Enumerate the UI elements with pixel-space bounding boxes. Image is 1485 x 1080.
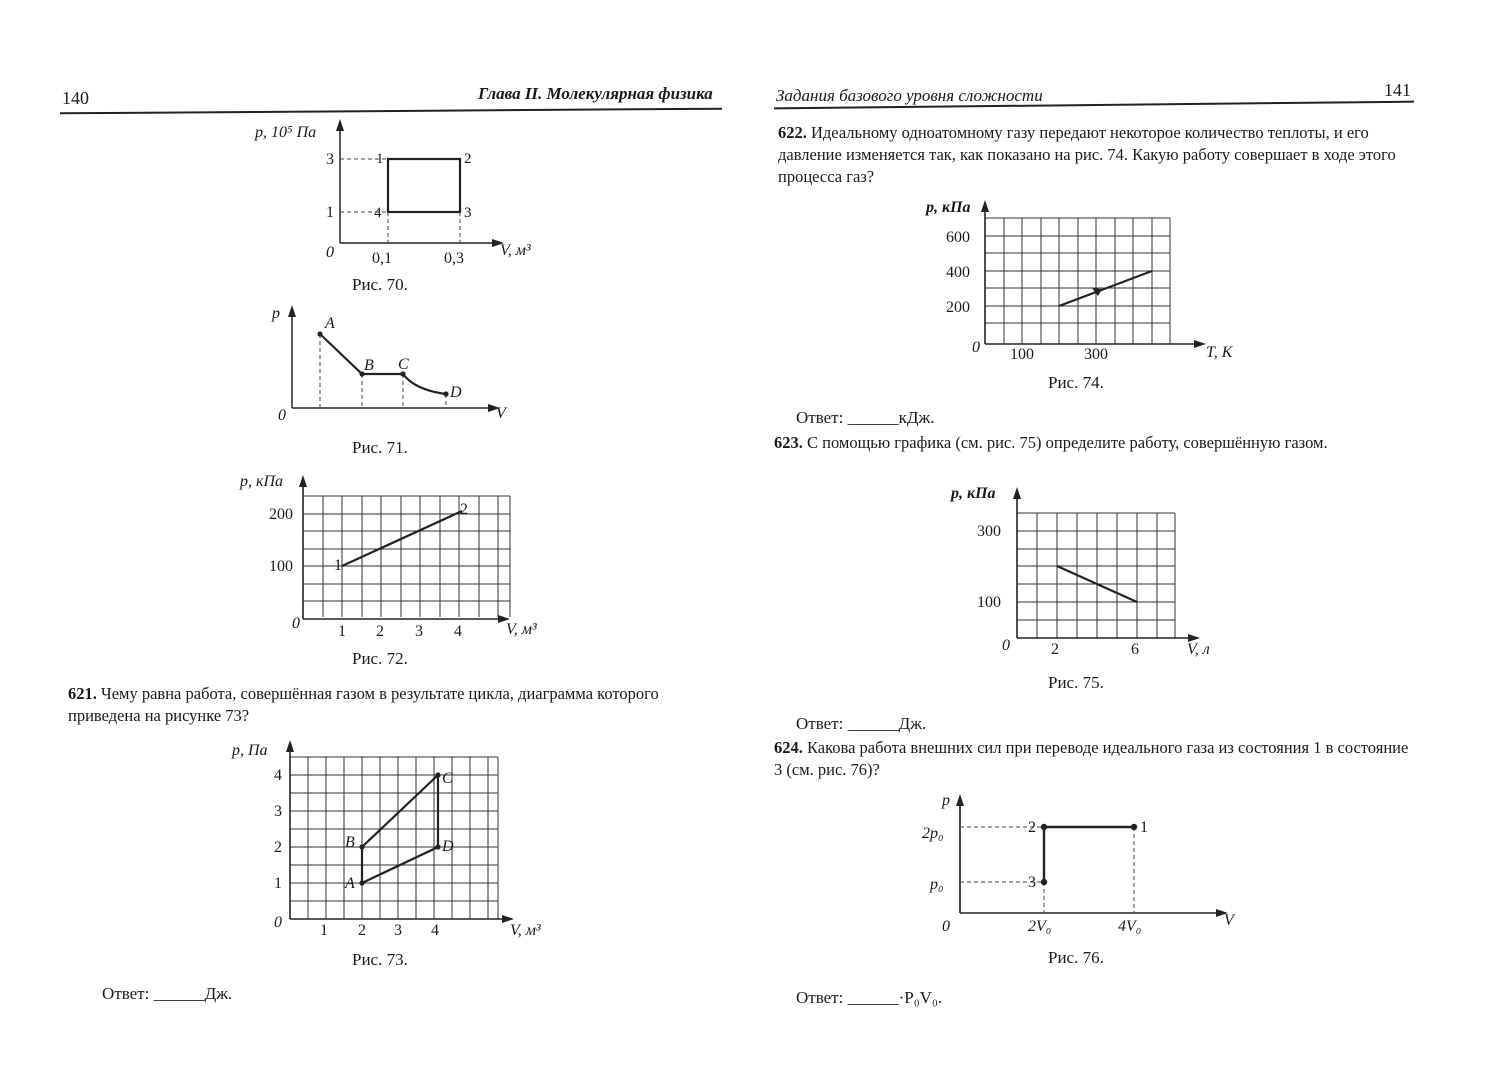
- x-tick-label: 2V₀: [1028, 918, 1052, 935]
- x-tick-label: 4: [454, 623, 462, 640]
- y-axis-label: p, кПа: [951, 485, 996, 502]
- answer-prefix: Ответ:: [796, 714, 844, 733]
- y-axis-arrow: [286, 740, 294, 752]
- x-tick-label: 1: [320, 922, 328, 939]
- y-tick-label: 200: [946, 299, 970, 316]
- y-axis-label: p: [942, 792, 950, 809]
- answer-unit: ·P₀V₀.: [898, 988, 943, 1007]
- answer-622: [796, 408, 934, 428]
- point-label: 2: [460, 501, 468, 518]
- y-tick-label: 200: [269, 506, 293, 523]
- task-number: 622.: [778, 123, 807, 142]
- x-tick-label: 300: [1084, 346, 1108, 363]
- point-label: 3: [1028, 874, 1036, 891]
- y-axis-arrow: [981, 200, 989, 212]
- task-622: [778, 122, 1416, 188]
- task-text: Идеальному одноатомному газу передают некоторое количество теплоты, и его давление изменяется так, как показано на рис. 74. Какую работу совершает в ходе этого процесса газ?: [778, 123, 1396, 186]
- point-label: 1: [1140, 819, 1148, 836]
- process-line: [342, 511, 462, 566]
- origin-label: 0: [278, 407, 286, 424]
- x-axis-label: V, м³: [506, 621, 537, 638]
- right-page: [742, 0, 1485, 1080]
- y-axis-arrow: [956, 794, 964, 806]
- point-label: 1: [376, 151, 384, 167]
- grid: [290, 757, 498, 919]
- running-head: Глава II. Молекулярная физика: [478, 84, 713, 103]
- figure-75: [947, 478, 1237, 668]
- answer-621: [102, 984, 232, 1004]
- point-label: C: [398, 356, 409, 373]
- figure-73-caption: Рис. 73.: [352, 950, 408, 969]
- task-number: 623.: [774, 433, 803, 452]
- y-axis-label: p, 10⁵ Па: [255, 124, 317, 141]
- cycle-rectangle: [388, 159, 460, 212]
- y-tick-label: 2p₀: [922, 825, 944, 842]
- x-axis-label: T, К: [1206, 344, 1233, 361]
- origin-label: 0: [942, 918, 950, 935]
- point-label: B: [364, 357, 374, 374]
- y-axis-label: p, Па: [232, 742, 268, 759]
- x-axis-label: V: [496, 405, 506, 422]
- state-point: [443, 391, 448, 396]
- figure-76: [922, 785, 1252, 945]
- point-label: A: [325, 315, 335, 332]
- answer-623: [796, 714, 926, 734]
- x-tick-label: 6: [1131, 641, 1139, 658]
- answer-prefix: Ответ:: [796, 988, 844, 1007]
- answer-blank[interactable]: ______: [847, 988, 899, 1007]
- answer-unit: кДж.: [898, 408, 935, 427]
- x-tick-label: 4V₀: [1118, 918, 1142, 935]
- grid: [985, 218, 1170, 344]
- process-curve: [320, 334, 446, 394]
- figure-70-caption: Рис. 70.: [352, 275, 408, 294]
- y-tick-label: 1: [274, 875, 282, 892]
- x-tick-label: 2: [358, 922, 366, 939]
- answer-unit: Дж.: [204, 984, 233, 1003]
- answer-blank[interactable]: ______: [847, 714, 899, 733]
- task-text: Какова работа внешних сил при переводе идеального газа из состояния 1 в состояние 3 (см. рис. 76)?: [774, 738, 1409, 779]
- task-621: [68, 683, 718, 727]
- left-page: [0, 0, 742, 1080]
- page-number: 140: [62, 88, 89, 108]
- grid: [1017, 513, 1175, 638]
- answer-blank[interactable]: ______: [153, 984, 205, 1003]
- origin-label: 0: [326, 244, 334, 261]
- x-tick-label: 4: [431, 922, 439, 939]
- origin-label: 0: [274, 914, 282, 931]
- figure-74-caption: Рис. 74.: [1048, 373, 1104, 392]
- x-tick-label: 0,3: [444, 250, 464, 267]
- point-label: 1: [334, 557, 342, 574]
- point-label: A: [345, 875, 355, 892]
- state-point: [359, 844, 364, 849]
- page-number: 141: [1384, 80, 1411, 100]
- x-tick-label: 0,1: [372, 250, 392, 267]
- running-head: Задания базового уровня сложности: [776, 86, 1043, 105]
- state-point: [1041, 879, 1047, 885]
- y-tick-label: 400: [946, 264, 970, 281]
- answer-unit: Дж.: [898, 714, 927, 733]
- state-point: [317, 331, 322, 336]
- figure-72: [238, 464, 548, 639]
- figure-71-caption: Рис. 71.: [352, 438, 408, 457]
- origin-label: 0: [292, 615, 300, 632]
- figure-70: [255, 115, 550, 267]
- x-axis-label: V, м³: [510, 922, 541, 939]
- figure-71: [270, 300, 510, 425]
- point-label: 2: [464, 151, 472, 167]
- state-point: [435, 772, 440, 777]
- x-tick-label: 3: [394, 922, 402, 939]
- x-axis-label: V, м³: [500, 242, 531, 259]
- y-axis-label: p, кПа: [926, 199, 971, 216]
- state-point: [359, 880, 364, 885]
- task-text: С помощью графика (см. рис. 75) определите работу, совершённую газом.: [807, 433, 1328, 452]
- y-axis-arrow: [288, 305, 296, 317]
- header-rule: [60, 108, 722, 115]
- y-axis-label: p: [272, 305, 280, 322]
- y-axis-arrow: [336, 119, 344, 131]
- answer-prefix: Ответ:: [102, 984, 150, 1003]
- x-axis-label: V, л: [1187, 641, 1210, 658]
- x-axis-label: V: [1224, 912, 1234, 929]
- y-tick-label: 3: [274, 803, 282, 820]
- y-tick-label: 100: [977, 594, 1001, 611]
- task-624: [774, 737, 1419, 781]
- point-label: 4: [374, 205, 382, 221]
- y-axis-arrow: [299, 475, 307, 487]
- x-tick-label: 2: [1051, 641, 1059, 658]
- x-tick-label: 2: [376, 623, 384, 640]
- point-label: 3: [464, 205, 472, 221]
- origin-label: 0: [972, 339, 980, 356]
- y-tick-label: 1: [326, 204, 334, 221]
- y-axis-label: p, кПа: [240, 473, 284, 490]
- answer-prefix: Ответ:: [796, 408, 844, 427]
- process-path: [1044, 827, 1134, 882]
- state-point: [1041, 824, 1047, 830]
- origin-label: 0: [1002, 637, 1010, 654]
- y-tick-label: p₀: [930, 876, 944, 893]
- task-text: Чему равна работа, совершённая газом в результате цикла, диаграмма которого приведена на рисунке 73?: [68, 684, 659, 725]
- y-tick-label: 4: [274, 767, 282, 784]
- task-number: 624.: [774, 738, 803, 757]
- point-label: D: [442, 838, 454, 855]
- task-623: [774, 432, 1419, 454]
- figure-72-caption: Рис. 72.: [352, 649, 408, 668]
- y-tick-label: 2: [274, 839, 282, 856]
- state-point: [435, 844, 440, 849]
- figure-73: [228, 735, 558, 945]
- figure-76-caption: Рис. 76.: [1048, 948, 1104, 967]
- answer-blank[interactable]: ______: [847, 408, 899, 427]
- y-tick-label: 100: [269, 558, 293, 575]
- x-tick-label: 100: [1010, 346, 1034, 363]
- point-label: B: [345, 834, 355, 851]
- point-label: C: [442, 770, 453, 787]
- task-number: 621.: [68, 684, 97, 703]
- answer-624: [796, 988, 942, 1008]
- point-label: 2: [1028, 819, 1036, 836]
- figure-74: [922, 192, 1252, 367]
- state-point: [1131, 824, 1137, 830]
- x-tick-label: 3: [415, 623, 423, 640]
- y-axis-arrow: [1013, 487, 1021, 499]
- y-tick-label: 600: [946, 229, 970, 246]
- point-label: D: [450, 384, 462, 401]
- x-tick-label: 1: [338, 623, 346, 640]
- y-tick-label: 3: [326, 151, 334, 168]
- y-tick-label: 300: [977, 523, 1001, 540]
- figure-75-caption: Рис. 75.: [1048, 673, 1104, 692]
- x-axis-arrow: [1194, 340, 1206, 348]
